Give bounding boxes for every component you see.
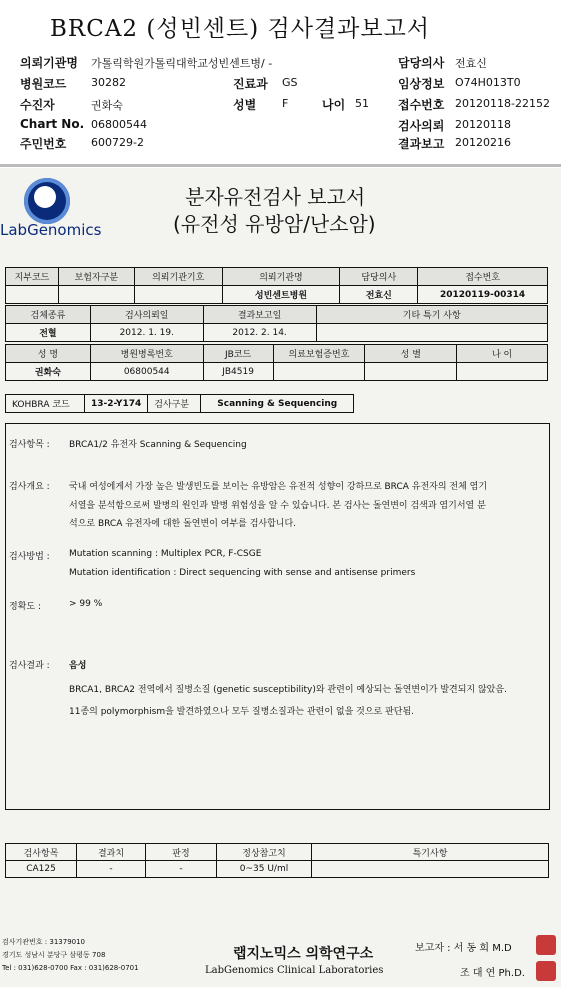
table-cell: 20120119-00314: [418, 286, 548, 304]
scanned-report: [0, 168, 561, 987]
table-header: 판정: [146, 844, 217, 861]
summary-label: 검사개요 :: [9, 482, 50, 492]
result-line: BRCA1, BRCA2 전역에서 질병소질 (genetic susceptibility)와 관련이 예상되는 돌연변이가 발견되지 않았음.: [69, 685, 507, 695]
label-age: 나이: [322, 98, 346, 112]
value-clinical-info: O74H013T0: [455, 76, 521, 89]
value-chart-no: 06800544: [91, 118, 147, 131]
table-cell: 전혈: [6, 324, 91, 342]
method-label: 검사방법 :: [9, 552, 50, 562]
table-header: 결과보고일: [203, 306, 316, 324]
accuracy-label: 정확도 :: [9, 602, 41, 612]
table-cell: CA125: [6, 861, 77, 878]
test-category-label: 검사구분: [148, 395, 201, 413]
table-cell: [134, 286, 222, 304]
test-item-label: 검사항목 :: [9, 440, 50, 450]
table-header: 보험자구분: [58, 268, 134, 286]
accuracy-value: > 99 %: [69, 599, 103, 609]
value-resident-no: 600729-2: [91, 136, 144, 149]
header-divider: [0, 164, 561, 167]
label-receipt-no: 접수번호: [398, 98, 445, 112]
table-header: 지부코드: [6, 268, 59, 286]
table-cell: JB4519: [203, 363, 273, 381]
table-cell: 전효신: [340, 286, 418, 304]
report-header: [0, 0, 561, 166]
value-requester: 가톨릭학원가톨릭대학교성빈센트병/ -: [91, 57, 273, 70]
lab-name-korean: 랩지노믹스 의학연구소: [233, 946, 374, 962]
ca125-table: [5, 843, 549, 878]
lab-address: 경기도 성남시 분당구 삼평동 708: [2, 951, 106, 959]
kohbra-code: 13-2-Y174: [85, 395, 148, 413]
table-cell: [6, 286, 59, 304]
method-line: Mutation identification : Direct sequencing with sense and antisense primers: [69, 568, 416, 578]
label-hospital-code: 병원코드: [20, 77, 67, 91]
table-cell: [365, 363, 457, 381]
table-header: 검사의뢰일: [90, 306, 203, 324]
table-header: 정상참고치: [217, 844, 312, 861]
table-header: 검사항목: [6, 844, 77, 861]
table-cell: 성빈센트병원: [222, 286, 340, 304]
table-header: 나 이: [457, 345, 548, 363]
value-report-date: 20120216: [455, 136, 511, 149]
label-requester: 의뢰기관명: [20, 56, 78, 70]
value-request-date: 20120118: [455, 118, 511, 131]
table-header: JB코드: [203, 345, 273, 363]
result-label: 검사결과 :: [9, 661, 50, 671]
table-cell: 0~35 U/ml: [217, 861, 312, 878]
summary-line: 석으로 BRCA 유전자에 대한 돌연변이 여부를 검사합니다.: [69, 519, 297, 529]
reporter-signature: 보고자 : 서 동 희 M.D: [415, 943, 512, 954]
table-header: 성 별: [365, 345, 457, 363]
value-age: 51: [355, 97, 369, 110]
table-cell: 06800544: [90, 363, 203, 381]
label-chart-no: Chart No.: [20, 117, 85, 131]
label-clinical-info: 임상정보: [398, 77, 445, 91]
table-header: 담당의사: [340, 268, 418, 286]
lab-name-english: LabGenomics Clinical Laboratories: [205, 965, 384, 976]
table-cell: [457, 363, 548, 381]
table-header: 성 명: [6, 345, 91, 363]
lab-phone: Tel : 031)628-0700 Fax : 031)628-0701: [2, 964, 139, 972]
test-category-value: Scanning & Sequencing: [201, 395, 354, 413]
institution-table: [5, 267, 548, 304]
table-header: 기타 특기 사항: [316, 306, 548, 324]
value-sex: F: [282, 97, 289, 110]
report-subtitle: (유전성 유방암/난소암): [173, 212, 376, 236]
label-doctor: 담당의사: [398, 56, 445, 70]
table-header: 병원병록번호: [90, 345, 203, 363]
label-report-date: 결과보고: [398, 137, 445, 151]
table-header: 특기사항: [312, 844, 549, 861]
lab-license-no: 검사기관번호 : 31379010: [2, 938, 86, 946]
red-seal-icon: [536, 961, 556, 981]
specimen-table: [5, 305, 548, 342]
table-header: 의료보험증번호: [273, 345, 365, 363]
document-title: BRCA2 (성빈센트) 검사결과보고서: [50, 16, 431, 42]
result-value: 음성: [69, 661, 87, 671]
value-receipt-no: 20120118-22152: [455, 97, 550, 110]
table-cell: -: [146, 861, 217, 878]
label-patient: 수진자: [20, 98, 55, 112]
kohbra-label: KOHBRA 코드: [6, 395, 85, 413]
table-header: 의뢰기관기호: [134, 268, 222, 286]
summary-line: 국내 여성에게서 가장 높은 발생빈도를 보이는 유방암은 유전적 성향이 강하므로 BRCA 유전자의 전체 염기: [69, 482, 488, 492]
table-cell: [273, 363, 365, 381]
table-header: 의뢰기관명: [222, 268, 340, 286]
labgenomics-logo-icon: [24, 178, 70, 224]
value-hospital-code: 30282: [91, 76, 126, 89]
table-cell: 권화숙: [6, 363, 91, 381]
label-sex: 성별: [233, 98, 257, 112]
table-cell: -: [77, 861, 146, 878]
director-signature: 조 대 연 Ph.D.: [460, 968, 525, 979]
logo-text: LabGenomics: [0, 221, 102, 239]
table-header: 결과치: [77, 844, 146, 861]
table-cell: 2012. 2. 14.: [203, 324, 316, 342]
table-cell: [312, 861, 549, 878]
method-line: Mutation scanning : Multiplex PCR, F-CSGE: [69, 549, 262, 559]
kohbra-table: [5, 394, 354, 413]
value-department: GS: [282, 76, 298, 89]
table-header: 접수번호: [418, 268, 548, 286]
results-section: [5, 423, 550, 810]
report-title: 분자유전검사 보고서: [185, 185, 366, 209]
patient-table: [5, 344, 548, 381]
label-department: 진료과: [233, 77, 268, 91]
label-request-date: 검사의뢰: [398, 119, 445, 133]
table-header: 검체종류: [6, 306, 91, 324]
table-cell: [58, 286, 134, 304]
value-doctor: 전효신: [455, 57, 487, 70]
table-cell: [316, 324, 548, 342]
table-cell: 2012. 1. 19.: [90, 324, 203, 342]
summary-line: 서열을 분석함으로써 발병의 원인과 발병 위험성을 알 수 있습니다. 본 검사는 돌연변이 검색과 염기서열 분: [69, 501, 486, 511]
result-line: 11종의 polymorphism을 발견하였으나 모두 질병소질과는 관련이 없을 것으로 판단됨.: [69, 707, 415, 717]
label-resident-no: 주민번호: [20, 137, 67, 151]
value-patient: 권화숙: [91, 99, 123, 112]
red-seal-icon: [536, 935, 556, 955]
test-item-value: BRCA1/2 유전자 Scanning & Sequencing: [69, 440, 247, 450]
